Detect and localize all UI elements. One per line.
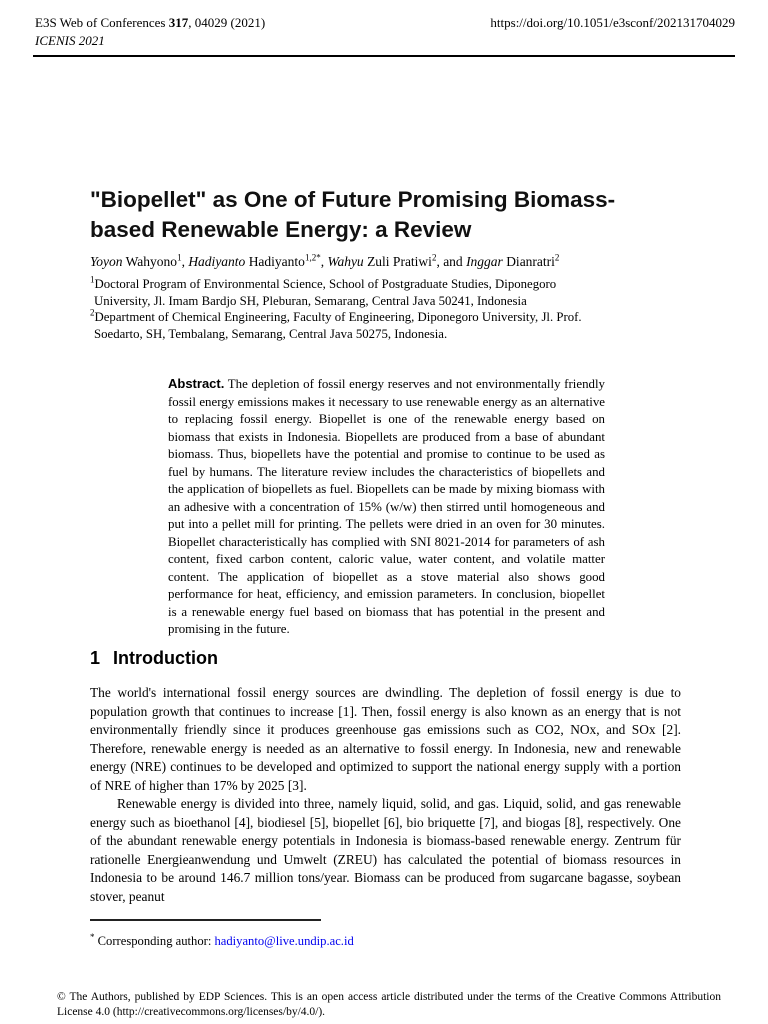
introduction-paragraph: The world's international fossil energy sources are dwindling. The depletion of fossil energy is due to population growth that continues to increase [1]. Then, fossil energy is also known as an energy that is not environmentally friendly since it produces greenhouse gas emissions such as CO2, NOx, and SOx [2]. Therefore, renewable energy is needed as an alternative to fossil energy. In Indonesia, new and renewable energy (NRE) continues to be developed and optimized to support the national energy supply with a portion of NRE of higher than 17% by 2025 [3]. — [90, 685, 681, 793]
section-title: Introduction — [113, 648, 218, 668]
affiliation-text: University, Jl. Imam Bardjo SH, Pleburan, Semarang, Central Java 50241, Indonesia — [94, 293, 527, 308]
paper-title-line1: "Biopellet" as One of Future Promising Biomass- — [90, 187, 616, 212]
journal-name: E3S Web of Conferences — [35, 15, 169, 30]
author-first-name: Inggar — [466, 254, 503, 269]
author-separator: , — [181, 254, 189, 269]
author-affiliation-marker: 1,2* — [304, 252, 321, 263]
footnote-divider — [90, 919, 321, 921]
journal-info — [35, 14, 265, 50]
introduction-body — [90, 684, 681, 906]
footnote-marker: * — [90, 931, 95, 942]
copyright-footer: © The Authors, published by EDP Sciences. This is an open access article distributed under the terms of the Creative Commons Attribution License 4.0 (http://creativecommons.org/licenses/by/4.0/). — [57, 991, 721, 1018]
journal-line — [35, 14, 265, 32]
authors-line — [90, 254, 690, 270]
affiliation-line — [90, 276, 690, 293]
section-heading-introduction — [90, 648, 690, 669]
affiliation-line — [90, 293, 690, 310]
author-last-name: Hadiyanto — [245, 254, 305, 269]
doi-text: https://doi.org/10.1051/e3sconf/202131704029 — [490, 15, 735, 30]
affiliation-text: Department of Chemical Engineering, Faculty of Engineering, Diponegoro University, Jl. Prof. — [94, 310, 582, 325]
affiliation-marker: 1 — [90, 274, 95, 285]
author-first-name: Hadiyanto — [188, 254, 246, 269]
author-first-name: Wahyu — [327, 254, 364, 269]
section-number: 1 — [90, 648, 101, 668]
author-first-name: Yoyon — [90, 254, 123, 269]
author-affiliation-marker: 1 — [177, 252, 182, 263]
conference-name: ICENIS 2021 — [35, 33, 105, 48]
header-divider — [33, 55, 735, 57]
author-last-name: Wahyono — [122, 254, 178, 269]
affiliation-line — [90, 309, 690, 326]
author-last-name: Zuli Pratiwi — [363, 254, 432, 269]
affiliation-marker: 2 — [90, 307, 95, 318]
paper-title — [90, 185, 700, 245]
journal-volume: 317 — [168, 15, 189, 30]
abstract-text: The depletion of fossil energy reserves and not environmentally friendly fossil energy emissions makes it necessary to use renewable energy as an alternative to replacing fossil energy. Biopellet is one of the renewable energy based on biomass that exists in Indonesia. Biopellets are produced from a base of abundant biomass. Thus, biopellets have the potential and promise to continue to be used as fuel by humans. The literature review includes the characteristics of biopellets and the application of biopellets as fuel. Biopellets can be made by mixing biomass with an adhesive with a concentration of 15% (w/w) then stirred until homogeneous and put into a pellet mill for printing. The pellets were dried in an oven for 30 minutes. Biopellet characteristically has complied with SNI 8021-2014 for parameters of ash content, fixed carbon content, caloric value, water content, and volatile matter content. The application of biopellet as a stove material also shows good performance for heat, efficiency, and emission parameters. In conclusion, biopellet is a renewable energy fuel based on biomass that has potential in the present and promising in the future. — [168, 377, 605, 636]
author-affiliation-marker: 2 — [431, 252, 437, 263]
affiliation-line — [90, 326, 690, 343]
author-affiliation-marker: 2 — [554, 252, 560, 263]
author-separator: , and — [436, 254, 467, 269]
abstract — [168, 375, 605, 639]
footnote-label: Corresponding author: — [94, 934, 215, 948]
paper-title-line2: based Renewable Energy: a Review — [90, 217, 472, 242]
corresponding-author-email-link[interactable]: hadiyanto@live.undip.ac.id — [214, 934, 354, 948]
abstract-label: Abstract. — [168, 376, 225, 391]
affiliation-text: Doctoral Program of Environmental Science, School of Postgraduate Studies, Diponegoro — [94, 277, 557, 291]
article-number: , 04029 (2021) — [188, 15, 266, 30]
affiliations — [90, 276, 690, 342]
running-header — [35, 14, 735, 50]
corresponding-author-footnote — [90, 931, 650, 949]
affiliation-text: Soedarto, SH, Tembalang, Semarang, Central Java 50275, Indonesia. — [94, 326, 448, 341]
author-separator: , — [320, 254, 328, 269]
author-last-name: Dianratri — [502, 254, 555, 269]
introduction-paragraph: Renewable energy is divided into three, namely liquid, solid, and gas. Liquid, solid, and gas renewable energy such as bioethanol [4], biodiesel [5], biopellet [6], bio briquette [7], and biogas [8], respectively. One of the abundant renewable energy potentials in Indonesia is biomass-based renewable energy. Zentrum für rationelle Energieanwendung und Umwelt (ZREU) has calculated the potential of biomass resources in Indonesia to be around 146.7 million tons/year. Biomass can be produced from sugarcane bagasse, soybean stover, peanut — [90, 796, 681, 904]
